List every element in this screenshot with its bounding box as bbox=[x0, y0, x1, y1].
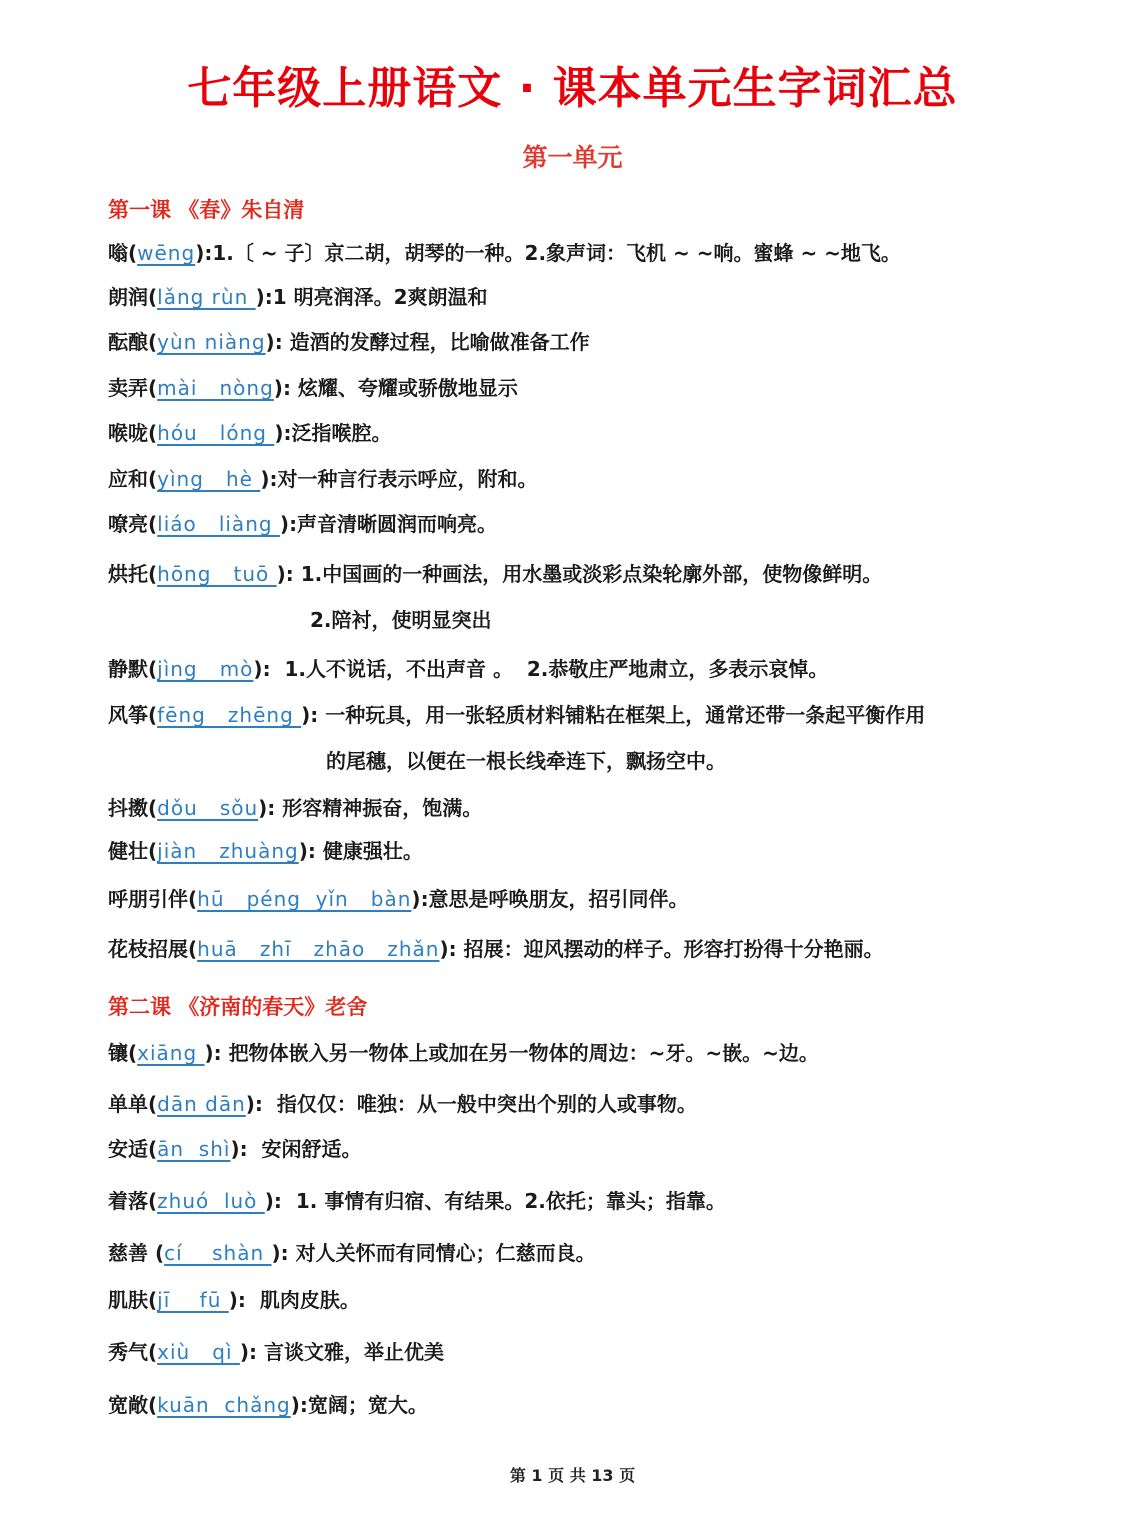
entry-pinyin: xiāng bbox=[137, 1041, 205, 1065]
vocab-entry: 烘托(hōng tuō ): 1.中国画的一种画法，用水墨或淡彩点染轮廓外部，使物像鲜明。 bbox=[108, 562, 883, 586]
entry-definition: : 1. 事情有归宿、有结果。2.依托；靠头；指靠。 bbox=[273, 1189, 726, 1213]
entry-pinyin: jī fū bbox=[157, 1288, 229, 1312]
entry-definition: :意思是呼唤朋友，招引同伴。 bbox=[420, 887, 689, 911]
vocab-entry: 嗡(wēng):1.〔 ~ 子〕京二胡，胡琴的一种。2.象声词：飞机 ~ ~响。蜜蜂 ~ ~地飞。 bbox=[108, 241, 901, 265]
entry-word: 健壮 bbox=[108, 839, 148, 863]
entry-word: 应和 bbox=[108, 467, 148, 491]
vocab-entry: 抖擞(dǒu sǒu): 形容精神振奋，饱满。 bbox=[108, 796, 483, 820]
unit-heading: 第一单元 bbox=[522, 143, 623, 172]
vocab-entry: 喉咙(hóu lóng ):泛指喉腔。 bbox=[108, 421, 392, 445]
vocab-entry: 朗润(lǎng rùn ):1 明亮润泽。2爽朗温和 bbox=[108, 285, 488, 309]
entry-definition: : 1.中国画的一种画法，用水墨或淡彩点染轮廓外部，使物像鲜明。 bbox=[285, 562, 883, 586]
entry-pinyin: dān dān bbox=[157, 1092, 246, 1116]
entry-word: 呼朋引伴 bbox=[108, 887, 188, 911]
entry-word: 着落 bbox=[108, 1189, 148, 1213]
vocab-entry: 肌肤(jī fū ): 肌肉皮肤。 bbox=[108, 1288, 360, 1312]
vocab-entry: 卖弄(mài nòng): 炫耀、夸耀或骄傲地显示 bbox=[108, 376, 518, 400]
entry-definition: : 健康强壮。 bbox=[307, 839, 423, 863]
entry-word: 宽敞 bbox=[108, 1393, 148, 1417]
entry-word: 秀气 bbox=[108, 1340, 148, 1364]
vocab-entry: 酝酿(yùn niàng): 造酒的发酵过程，比喻做准备工作 bbox=[108, 330, 590, 354]
entry-definition: :1 明亮润泽。2爽朗温和 bbox=[264, 285, 488, 309]
entry-word: 慈善 bbox=[108, 1241, 155, 1265]
vocab-entry: 健壮(jiàn zhuàng): 健康强壮。 bbox=[108, 839, 423, 863]
entry-word: 静默 bbox=[108, 657, 148, 681]
vocab-entry: 风筝(fēng zhēng ): 一种玩具，用一张轻质材料铺粘在框架上，通常还带一条起平衡作用 bbox=[108, 703, 926, 727]
lesson-heading: 第一课 《春》朱自清 bbox=[108, 198, 305, 222]
entry-word: 朗润 bbox=[108, 285, 148, 309]
entry-pinyin: jiàn zhuàng bbox=[157, 839, 299, 863]
entry-definition: : 安闲舒适。 bbox=[239, 1137, 362, 1161]
entry-definition: : 造酒的发酵过程，比喻做准备工作 bbox=[274, 330, 590, 354]
entry-definition: : 言谈文雅，举止优美 bbox=[249, 1340, 444, 1364]
entry-word: 风筝 bbox=[108, 703, 148, 727]
entry-pinyin: yìng hè bbox=[157, 467, 261, 491]
vocab-entry: 单单(dān dān): 指仅仅：唯独：从一般中突出个别的人或事物。 bbox=[108, 1092, 697, 1116]
entry-word: 肌肤 bbox=[108, 1288, 148, 1312]
lesson-heading: 第二课 《济南的春天》老舍 bbox=[108, 995, 368, 1019]
entry-word: 烘托 bbox=[108, 562, 148, 586]
entry-pinyin: yùn niàng bbox=[157, 330, 266, 354]
entry-pinyin: fēng zhēng bbox=[157, 703, 302, 727]
entry-definition: :宽阔；宽大。 bbox=[299, 1393, 428, 1417]
vocab-entry: 静默(jìng mò): 1.人不说话，不出声音 。 2.恭敬庄严地肃立，多表示哀悼。 bbox=[108, 657, 829, 681]
entry-definition: : 把物体嵌入另一物体上或加在另一物体的周边：~牙。~嵌。~边。 bbox=[213, 1041, 819, 1065]
vocab-entry: 秀气(xiù qì ): 言谈文雅，举止优美 bbox=[108, 1340, 444, 1364]
entry-pinyin: huā zhī zhāo zhǎn bbox=[197, 937, 440, 961]
page-number: 第 1 页 共 13 页 bbox=[509, 1466, 636, 1485]
entry-definition: : 招展：迎风摆动的样子。形容打扮得十分艳丽。 bbox=[448, 937, 884, 961]
entry-pinyin: liáo liàng bbox=[157, 512, 280, 536]
entry-pinyin: hū péng yǐn bàn bbox=[197, 887, 412, 911]
entry-pinyin: xiù qì bbox=[157, 1340, 240, 1364]
entry-definition: :声音清晰圆润而响亮。 bbox=[289, 512, 498, 536]
page-title: 七年级上册语文 · 课本单元生字词汇总 bbox=[187, 63, 958, 114]
entry-pinyin: cí shàn bbox=[164, 1241, 272, 1265]
vocab-entry: 应和(yìng hè ):对一种言行表示呼应，附和。 bbox=[108, 467, 538, 491]
entry-pinyin: zhuó luò bbox=[157, 1189, 265, 1213]
vocab-entry: 呼朋引伴(hū péng yǐn bàn):意思是呼唤朋友，招引同伴。 bbox=[108, 887, 689, 911]
vocab-entry: 慈善 (cí shàn ): 对人关怀而有同情心；仁慈而良。 bbox=[108, 1241, 596, 1265]
entry-definition: : 1.人不说话，不出声音 。 2.恭敬庄严地肃立，多表示哀悼。 bbox=[262, 657, 829, 681]
entry-pinyin: dǒu sǒu bbox=[157, 796, 259, 820]
entry-word: 安适 bbox=[108, 1137, 148, 1161]
entry-definition: : 炫耀、夸耀或骄傲地显示 bbox=[282, 376, 518, 400]
entry-pinyin: ān shì bbox=[157, 1137, 231, 1161]
vocab-entry: 着落(zhuó luò ): 1. 事情有归宿、有结果。2.依托；靠头；指靠。 bbox=[108, 1189, 726, 1213]
vocab-entry: 花枝招展(huā zhī zhāo zhǎn): 招展：迎风摆动的样子。形容打扮得十分艳丽。 bbox=[108, 937, 884, 961]
entry-definition: :1.〔 ~ 子〕京二胡，胡琴的一种。2.象声词：飞机 ~ ~响。蜜蜂 ~ ~地飞。 bbox=[204, 241, 901, 265]
entry-definition: : 对人关怀而有同情心；仁慈而良。 bbox=[280, 1241, 596, 1265]
vocab-entry: 镶(xiāng ): 把物体嵌入另一物体上或加在另一物体的周边：~牙。~嵌。~边。 bbox=[108, 1041, 819, 1065]
entry-word: 抖擞 bbox=[108, 796, 148, 820]
entry-word: 嘹亮 bbox=[108, 512, 148, 536]
entry-definition: : 一种玩具，用一张轻质材料铺粘在框架上，通常还带一条起平衡作用 bbox=[310, 703, 926, 727]
entry-definition: : 肌肉皮肤。 bbox=[237, 1288, 360, 1312]
entry-word: 卖弄 bbox=[108, 376, 148, 400]
entry-pinyin: jìng mò bbox=[157, 657, 254, 681]
entry-word: 单单 bbox=[108, 1092, 148, 1116]
vocab-entry: 宽敞(kuān chǎng):宽阔；宽大。 bbox=[108, 1393, 428, 1417]
entry-pinyin: hóu lóng bbox=[157, 421, 275, 445]
entry-word: 嗡 bbox=[108, 241, 128, 265]
entry-word: 花枝招展 bbox=[108, 937, 188, 961]
entry-word: 镶 bbox=[108, 1041, 128, 1065]
vocab-entry: 嘹亮(liáo liàng ):声音清晰圆润而响亮。 bbox=[108, 512, 498, 536]
entry-pinyin: wēng bbox=[137, 241, 196, 265]
entry-pinyin: lǎng rùn bbox=[157, 285, 256, 309]
entry-definition: :对一种言行表示呼应，附和。 bbox=[269, 467, 538, 491]
definition-continuation: 的尾穗，以便在一根长线牵连下，飘扬空中。 bbox=[326, 749, 726, 773]
entry-word: 酝酿 bbox=[108, 330, 148, 354]
vocab-entry: 安适(ān shì): 安闲舒适。 bbox=[108, 1137, 362, 1161]
entry-definition: : 形容精神振奋，饱满。 bbox=[267, 796, 483, 820]
entry-definition: : 指仅仅：唯独：从一般中突出个别的人或事物。 bbox=[254, 1092, 697, 1116]
entry-pinyin: mài nòng bbox=[157, 376, 274, 400]
definition-continuation: 2.陪衬，使明显突出 bbox=[310, 608, 492, 632]
entry-pinyin: hōng tuō bbox=[157, 562, 277, 586]
entry-word: 喉咙 bbox=[108, 421, 148, 445]
entry-pinyin: kuān chǎng bbox=[157, 1393, 291, 1417]
entry-definition: :泛指喉腔。 bbox=[283, 421, 392, 445]
